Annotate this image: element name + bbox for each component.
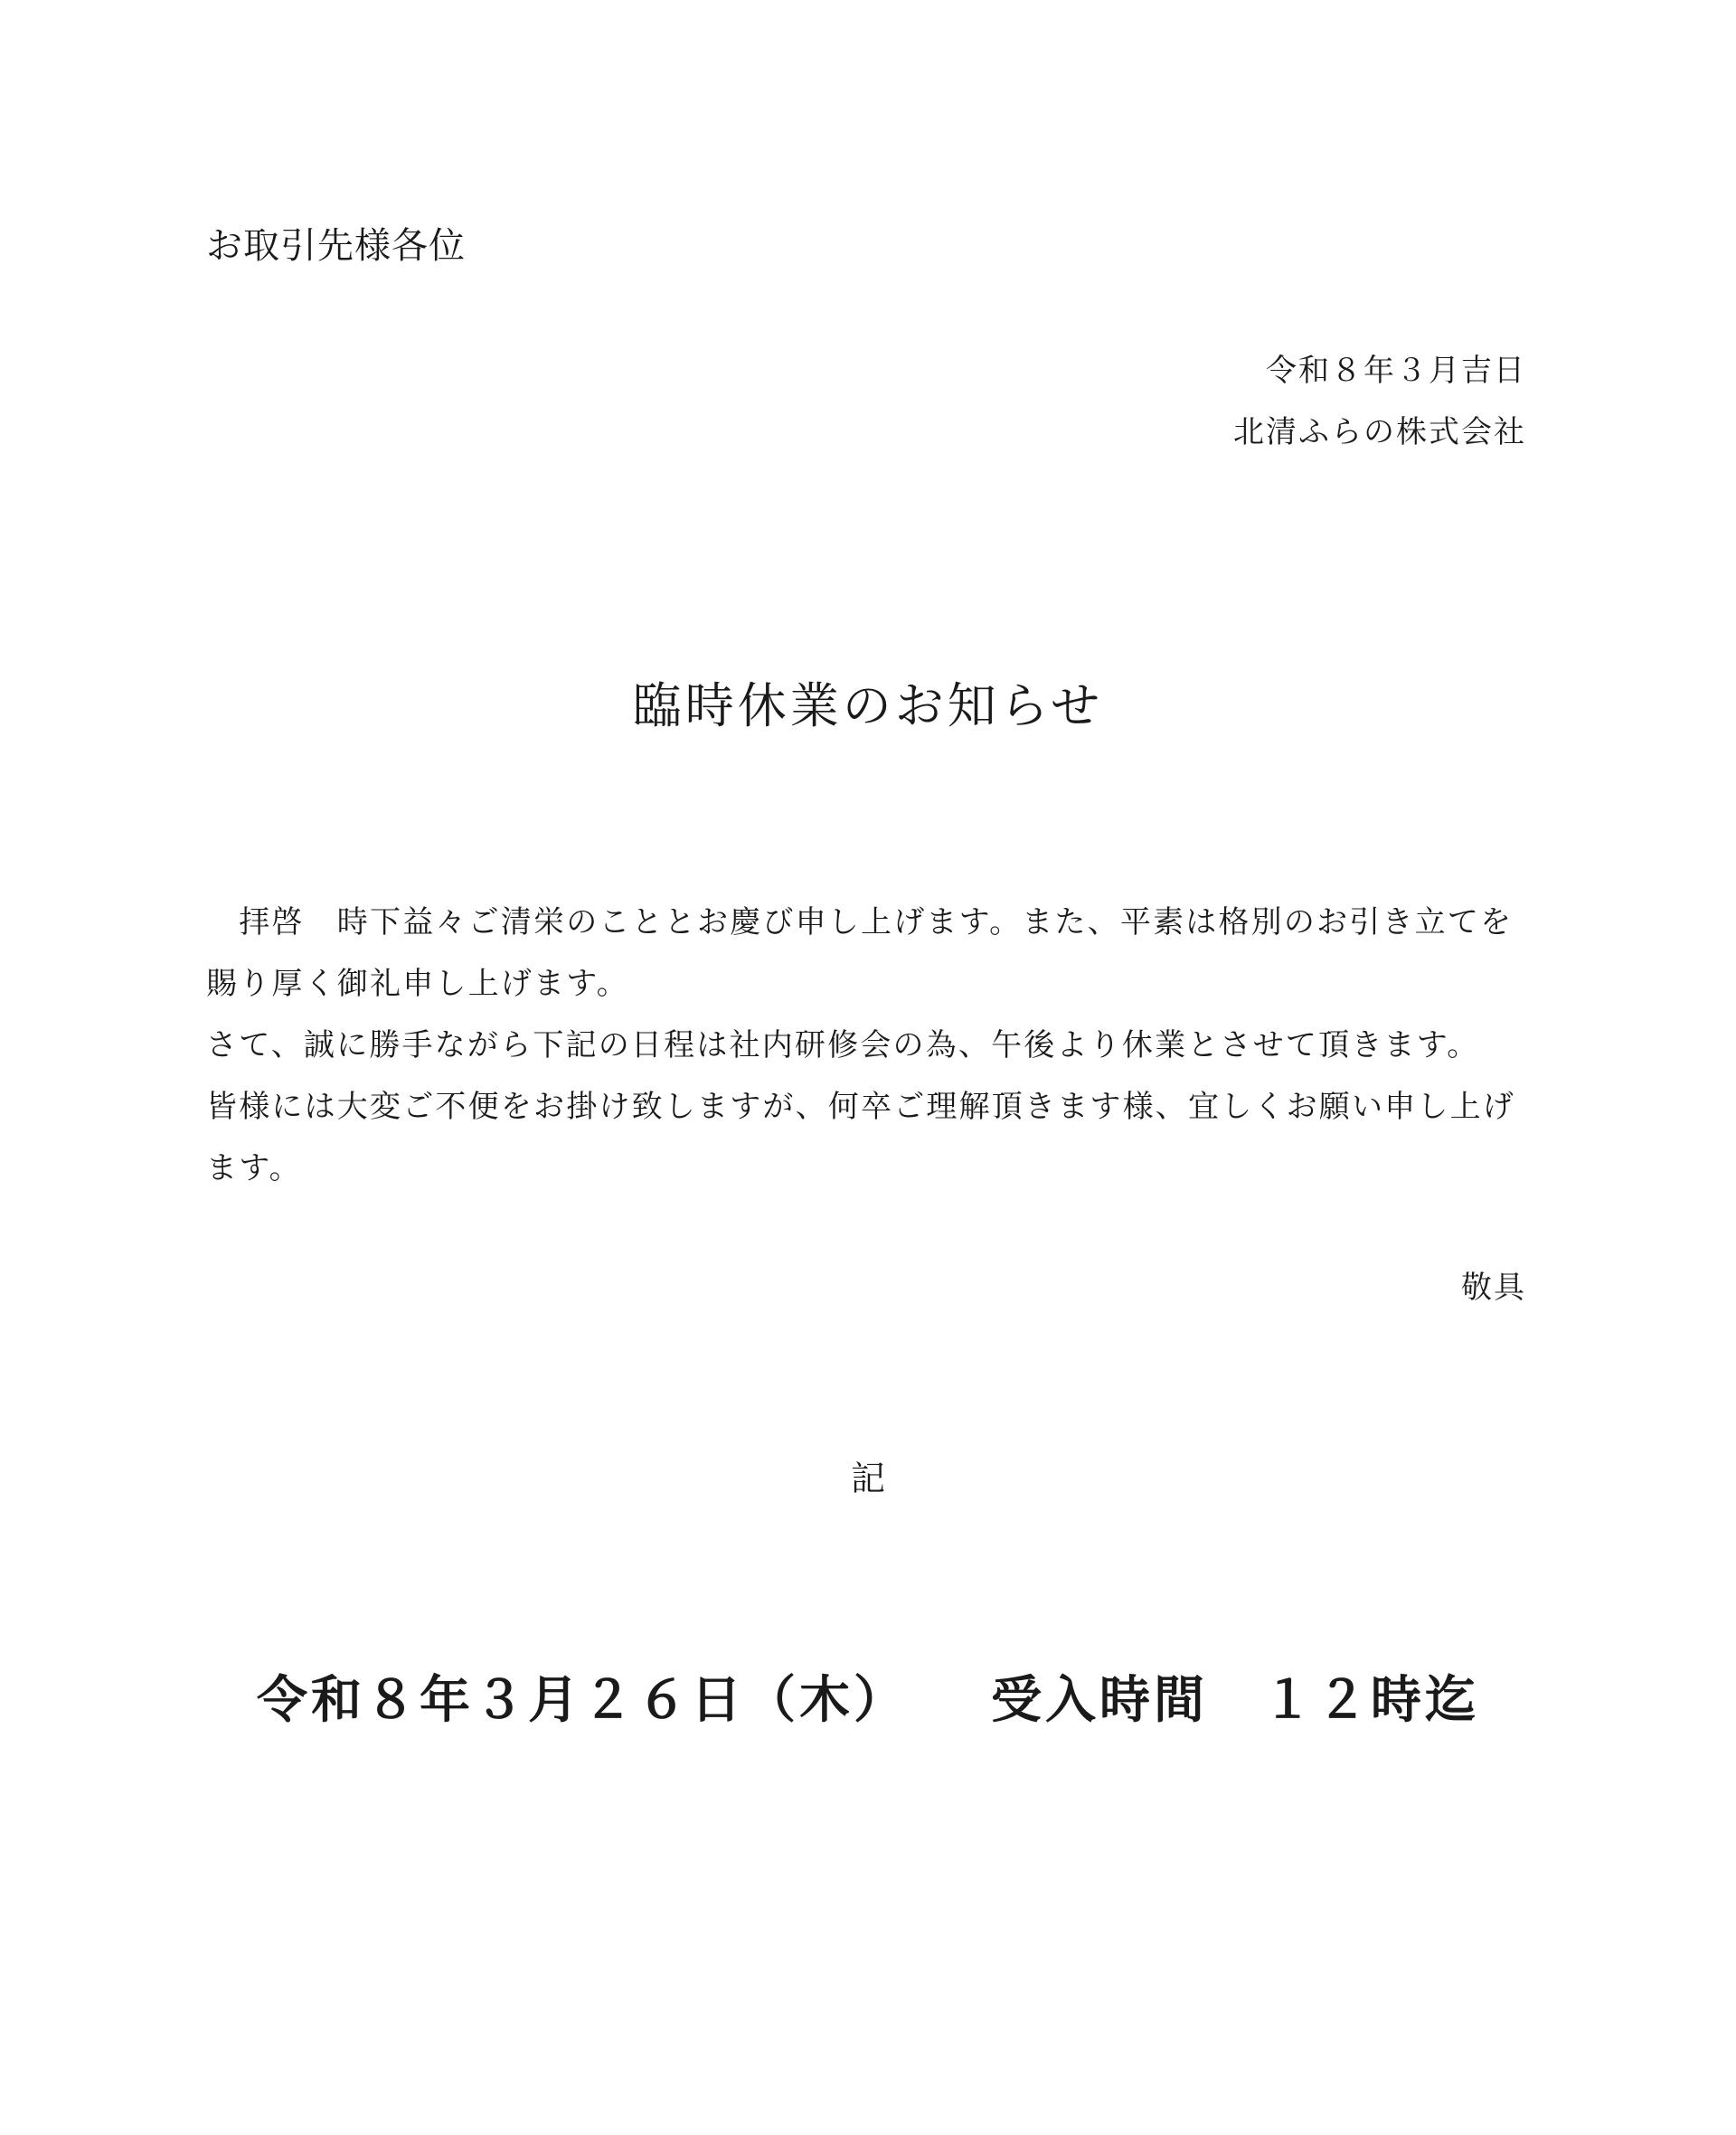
document-title: 臨時休業のお知らせ	[632, 677, 1104, 734]
sender-block	[1233, 340, 1526, 463]
schedule-time: 受入時間 １２時迄	[991, 1671, 1479, 1730]
schedule-date: 令和８年３月２６日（木）	[257, 1671, 882, 1730]
schedule-gap	[882, 1671, 991, 1730]
issue-date: 令和８年３月吉日	[1266, 353, 1526, 389]
company-name: 北清ふらの株式会社	[1233, 414, 1526, 450]
body-text	[206, 892, 1528, 1199]
apology-paragraph: 皆様には大変ご不便をお掛け致しますが、何卒ご理解頂きます様、宜しくお願い申し上げます。	[206, 1089, 1515, 1186]
closing-word: 敬具	[1461, 1270, 1526, 1306]
notice-paragraph: さて、誠に勝手ながら下記の日程は社内研修会の為、午後より休業とさせて頂きます。	[206, 1027, 1480, 1063]
addressee: お取引先様各位	[206, 225, 466, 267]
ki-heading: 記	[850, 1459, 885, 1498]
schedule-line	[0, 1660, 1736, 1733]
greeting-paragraph: 拝啓 時下益々ご清栄のこととお慶び申し上げます。また、平素は格別のお引き立てを賜り厚く御礼申し上げます。	[206, 904, 1514, 1002]
